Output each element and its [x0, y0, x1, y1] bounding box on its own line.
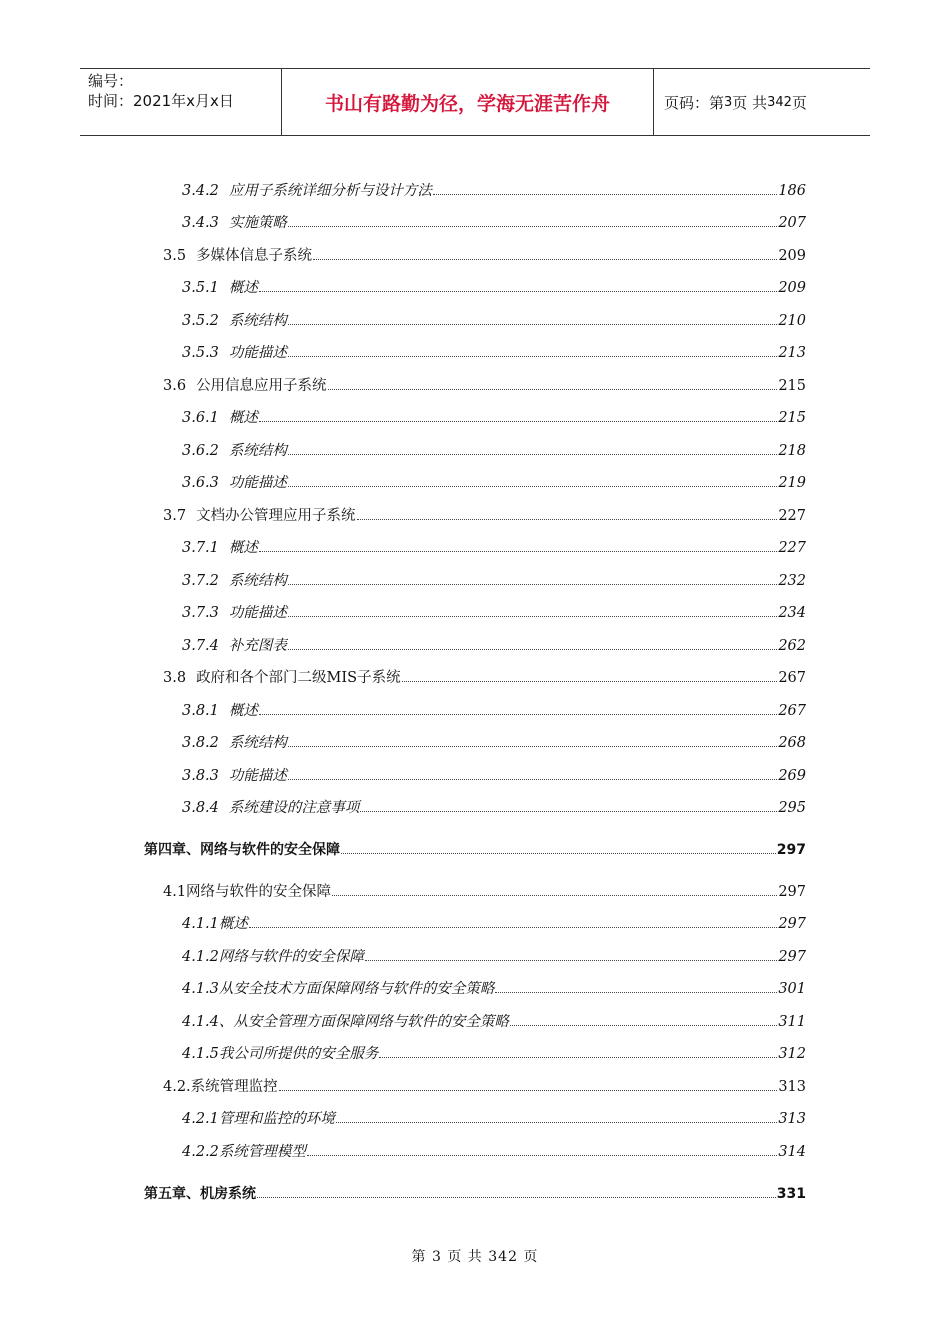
toc-leader-dots — [288, 765, 777, 780]
toc-leader-dots — [288, 602, 777, 617]
toc-entry-title: 4.1.4、从安全管理方面保障网络与软件的安全策略 — [182, 1014, 509, 1030]
toc-entry[interactable] — [182, 570, 806, 591]
toc-leader-dots — [257, 1183, 776, 1198]
toc-entry[interactable] — [182, 1108, 806, 1129]
toc-entry-page: 314 — [778, 1144, 806, 1160]
toc-entry-title: 多媒体信息子系统 — [196, 248, 313, 264]
toc-entry-number: 3.4.2 — [182, 183, 219, 199]
toc-entry-title: 功能描述 — [228, 345, 287, 361]
header-meta — [80, 69, 282, 135]
toc-entry-title: 政府和各个部门二级MIS子系统 — [196, 670, 401, 686]
serial-label: 编号： — [88, 72, 134, 90]
toc-entry-number: 3.7.3 — [182, 605, 219, 621]
toc-entry-number: 3.5.2 — [182, 313, 219, 329]
toc-entry-number: 3.6.1 — [182, 410, 219, 426]
toc-leader-dots — [259, 537, 777, 552]
toc-entry-page: 262 — [778, 638, 806, 654]
toc-entry-page: 234 — [778, 605, 806, 621]
toc-entry-number: 3.6.3 — [182, 475, 219, 491]
toc-entry-number: 3.6.2 — [182, 443, 219, 459]
toc-leader-dots — [288, 212, 777, 227]
toc-entry[interactable] — [182, 700, 806, 721]
page-suffix: 页 — [791, 93, 807, 112]
toc-leader-dots — [336, 1108, 777, 1123]
toc-entry[interactable] — [182, 913, 806, 934]
toc-leader-dots — [288, 570, 777, 585]
toc-entry-title: 功能描述 — [228, 605, 287, 621]
toc-entry[interactable] — [163, 505, 806, 526]
toc-entry-number: 3.8.1 — [182, 703, 219, 719]
toc-entry-number: 3.7.1 — [182, 540, 219, 556]
page-prefix: 页码：第 — [664, 93, 725, 112]
page-total: 342 — [767, 94, 792, 110]
toc-entry[interactable] — [163, 1076, 806, 1097]
toc-entry[interactable] — [182, 765, 806, 786]
toc-entry-title: 系统结构 — [228, 735, 287, 751]
toc-entry[interactable] — [182, 978, 806, 999]
toc-entry-title: 补充图表 — [228, 638, 287, 654]
toc-entry-title: 功能描述 — [228, 768, 287, 784]
toc-entry-title: 概述 — [228, 540, 258, 556]
toc-leader-dots — [259, 277, 777, 292]
toc-entry-page: 268 — [778, 735, 806, 751]
toc-entry-page: 232 — [778, 573, 806, 589]
toc-entry[interactable] — [144, 1183, 806, 1204]
toc-entry-page: 267 — [778, 670, 806, 686]
toc-entry[interactable] — [182, 212, 806, 233]
toc-entry-page: 209 — [778, 248, 806, 264]
toc-entry-page: 313 — [778, 1079, 806, 1095]
toc-entry-title: 系统结构 — [228, 573, 287, 589]
toc-entry-title: 系统结构 — [228, 313, 287, 329]
toc-entry-title: 第五章、机房系统 — [144, 1186, 256, 1202]
toc-entry-page: 186 — [778, 183, 806, 199]
toc-leader-dots — [279, 1076, 778, 1091]
toc-entry-title: 文档办公管理应用子系统 — [196, 508, 356, 524]
toc-entry-number: 3.7 — [163, 508, 187, 524]
toc-leader-dots — [307, 1141, 777, 1156]
toc-leader-dots — [288, 732, 777, 747]
toc-leader-dots — [313, 245, 777, 260]
toc-entry-title: 概述 — [228, 410, 258, 426]
toc-entry-page: 269 — [778, 768, 806, 784]
toc-entry-title: 4.1.2网络与软件的安全保障 — [182, 949, 364, 965]
toc-entry[interactable] — [182, 407, 806, 428]
toc-leader-dots — [259, 700, 777, 715]
toc-entry-page: 297 — [778, 916, 806, 932]
toc-entry-title: 概述 — [228, 703, 258, 719]
toc-entry-title: 4.2.1管理和监控的环境 — [182, 1111, 335, 1127]
toc-entry-number: 3.6 — [163, 378, 187, 394]
toc-leader-dots — [249, 913, 777, 928]
toc-entry[interactable] — [182, 537, 806, 558]
toc-entry-title: 功能描述 — [228, 475, 287, 491]
toc-entry[interactable] — [182, 797, 806, 818]
toc-entry[interactable] — [182, 1043, 806, 1064]
toc-entry-page: 210 — [778, 313, 806, 329]
toc-entry-title: 第四章、网络与软件的安全保障 — [144, 842, 340, 858]
toc-leader-dots — [288, 342, 777, 357]
toc-entry-number: 3.5.1 — [182, 280, 219, 296]
toc-leader-dots — [328, 375, 778, 390]
toc-leader-dots — [433, 180, 777, 195]
toc-entry-page: 295 — [778, 800, 806, 816]
toc-leader-dots — [288, 635, 777, 650]
toc-leader-dots — [357, 505, 778, 520]
toc-entry-title: 概述 — [228, 280, 258, 296]
toc-entry[interactable] — [163, 375, 806, 396]
toc-entry-title: 公用信息应用子系统 — [196, 378, 327, 394]
toc-entry-page: 227 — [778, 508, 806, 524]
toc-entry[interactable] — [182, 602, 806, 623]
toc-entry[interactable] — [182, 342, 806, 363]
toc-entry-page: 219 — [778, 475, 806, 491]
toc-entry[interactable] — [182, 180, 806, 201]
page-mid: 页 共 — [732, 93, 768, 112]
toc-entry-page: 297 — [776, 842, 806, 858]
header-motto: 书山有路勤为径，学海无涯苦作舟 — [282, 69, 654, 135]
toc-entry-page: 207 — [778, 215, 806, 231]
toc-leader-dots — [259, 407, 777, 422]
toc-entry[interactable] — [163, 245, 806, 266]
page-current: 3 — [724, 94, 733, 110]
toc-entry-number: 3.8.4 — [182, 800, 219, 816]
toc-entry-page: 313 — [778, 1111, 806, 1127]
toc-entry-number: 3.8 — [163, 670, 187, 686]
toc-entry-number: 3.7.4 — [182, 638, 219, 654]
toc-entry-page: 297 — [778, 884, 806, 900]
toc-entry-number: 3.8.3 — [182, 768, 219, 784]
toc-entry-number: 3.5.3 — [182, 345, 219, 361]
toc-entry[interactable] — [182, 440, 806, 461]
toc-entry-title: 4.1网络与软件的安全保障 — [163, 884, 332, 900]
toc-entry-title: 应用子系统详细分析与设计方法 — [228, 183, 432, 199]
toc-entry[interactable] — [144, 839, 806, 860]
toc-leader-dots — [288, 472, 777, 487]
toc-entry-number: 3.7.2 — [182, 573, 219, 589]
toc-entry[interactable] — [163, 881, 806, 902]
toc-entry[interactable] — [182, 732, 806, 753]
toc-entry[interactable] — [182, 277, 806, 298]
toc-leader-dots — [365, 946, 777, 961]
toc-leader-dots — [288, 440, 777, 455]
toc-entry-title: 实施策略 — [228, 215, 287, 231]
page-header — [80, 68, 870, 136]
toc-entry-page: 311 — [778, 1014, 806, 1030]
toc-leader-dots — [379, 1043, 777, 1058]
toc-leader-dots — [495, 978, 777, 993]
toc-entry-page: 209 — [778, 280, 806, 296]
page-footer: 第 3 页 共 342 页 — [411, 1249, 539, 1265]
toc-entry-page: 218 — [778, 443, 806, 459]
toc-leader-dots — [332, 881, 777, 896]
toc-entry-page: 227 — [778, 540, 806, 556]
toc-entry-number: 3.4.3 — [182, 215, 219, 231]
toc-entry-title: 4.2.2系统管理模型 — [182, 1144, 306, 1160]
toc-entry-page: 215 — [778, 378, 806, 394]
toc-entry-title: 4.1.3从安全技术方面保障网络与软件的安全策略 — [182, 981, 495, 997]
toc-leader-dots — [341, 839, 776, 854]
toc-entry[interactable] — [182, 1011, 806, 1032]
toc-entry-title: 4.1.5我公司所提供的安全服务 — [182, 1046, 379, 1062]
toc-entry-page: 312 — [778, 1046, 806, 1062]
toc-entry[interactable] — [182, 1141, 806, 1162]
toc-entry-page: 267 — [778, 703, 806, 719]
toc-entry[interactable] — [163, 667, 806, 688]
toc-entry-number: 3.5 — [163, 248, 187, 264]
toc-entry-page: 215 — [778, 410, 806, 426]
toc-entry-title: 4.2.系统管理监控 — [163, 1079, 278, 1095]
toc-leader-dots — [402, 667, 778, 682]
time-label: 时间：2021年x月x日 — [88, 92, 234, 110]
toc-entry[interactable] — [182, 472, 806, 493]
toc-entry-title: 4.1.1概述 — [182, 916, 248, 932]
toc-entry-page: 331 — [776, 1186, 806, 1202]
toc-entry-number: 3.8.2 — [182, 735, 219, 751]
toc-entry[interactable] — [182, 310, 806, 331]
toc-entry-page: 213 — [778, 345, 806, 361]
toc-entry[interactable] — [182, 635, 806, 656]
toc-entry-page: 297 — [778, 949, 806, 965]
toc-entry-title: 系统建设的注意事项 — [228, 800, 360, 816]
header-page-info — [654, 69, 870, 135]
toc-entry-title: 系统结构 — [228, 443, 287, 459]
toc-leader-dots — [288, 310, 777, 325]
toc-entry[interactable] — [182, 946, 806, 967]
toc-entry-page: 301 — [778, 981, 806, 997]
toc-leader-dots — [510, 1011, 777, 1026]
toc-leader-dots — [360, 797, 777, 812]
